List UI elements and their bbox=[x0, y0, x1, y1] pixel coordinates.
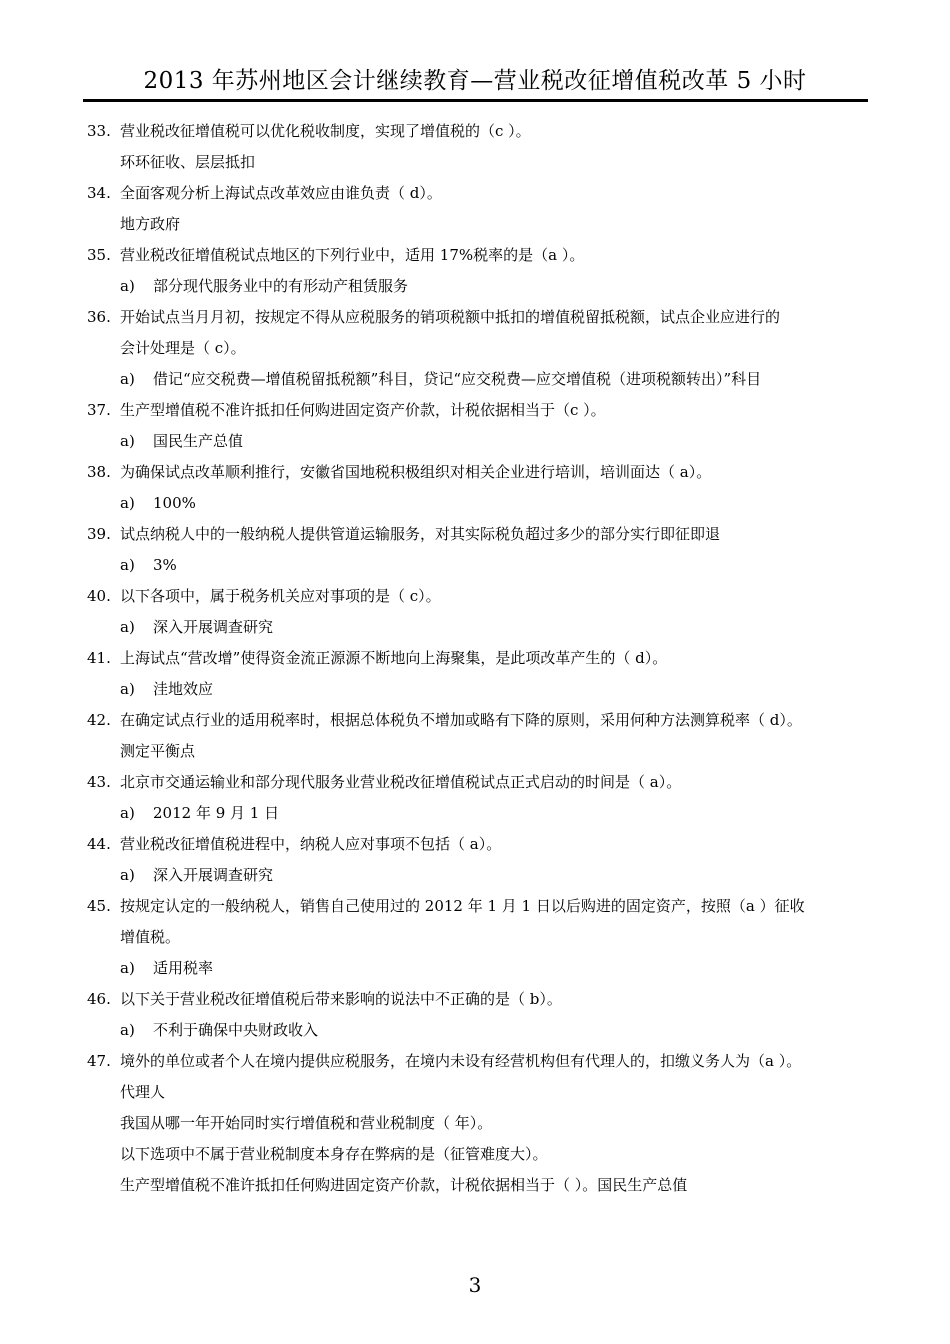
answer-marker: a) bbox=[120, 959, 135, 977]
answer-line bbox=[0, 1015, 950, 1046]
answer-marker: a) bbox=[120, 494, 135, 512]
line-text: 测定平衡点 bbox=[120, 742, 196, 760]
line-text: 代理人 bbox=[120, 1083, 166, 1101]
question-text: 营业税改征增值税可以优化税收制度，实现了增值税的（c ）。 bbox=[120, 122, 531, 140]
answer-text: 深入开展调查研究 bbox=[153, 618, 274, 636]
question-line bbox=[0, 829, 950, 860]
question-number: 42. bbox=[87, 711, 111, 729]
question-number: 41. bbox=[87, 649, 111, 667]
question-text: 以下各项中，属于税务机关应对事项的是（ c）。 bbox=[120, 587, 441, 605]
answer-line bbox=[0, 426, 950, 457]
question-text: 北京市交通运输业和部分现代服务业营业税改征增值税试点正式启动的时间是（ a）。 bbox=[120, 773, 682, 791]
answer-marker: a) bbox=[120, 370, 135, 388]
page-number: 3 bbox=[468, 1273, 482, 1297]
question-text: 生产型增值税不准许抵扣任何购进固定资产价款，计税依据相当于（c ）。 bbox=[120, 401, 606, 419]
answer-marker: a) bbox=[120, 277, 135, 295]
header-rule bbox=[83, 99, 868, 102]
answer-text: 3% bbox=[153, 556, 177, 574]
answer-text: 深入开展调查研究 bbox=[153, 866, 274, 884]
question-text: 按规定认定的一般纳税人，销售自己使用过的 2012 年 1 月 1 日以后购进的固定资产，按照（a ）征收 bbox=[120, 897, 805, 915]
question-line bbox=[0, 643, 950, 674]
question-text: 在确定试点行业的适用税率时，根据总体税负不增加或略有下降的原则，采用何种方法测算税率（ d）。 bbox=[120, 711, 802, 729]
answer-line bbox=[0, 953, 950, 984]
answer-line bbox=[0, 860, 950, 891]
line-text: 生产型增值税不准许抵扣任何购进固定资产价款，计税依据相当于（ ）。国民生产总值 bbox=[120, 1176, 688, 1194]
page-title: 2013 年苏州地区会计继续教育—营业税改征增值税改革 5 小时 bbox=[143, 68, 807, 94]
question-number: 47. bbox=[87, 1052, 111, 1070]
question-number: 37. bbox=[87, 401, 111, 419]
line-text: 以下选项中不属于营业税制度本身存在弊病的是（征管难度大）。 bbox=[120, 1145, 548, 1163]
answer-text: 适用税率 bbox=[153, 959, 214, 977]
line-text: 我国从哪一年开始同时实行增值税和营业税制度（ 年）。 bbox=[120, 1114, 493, 1132]
answer-text: 国民生产总值 bbox=[153, 432, 244, 450]
answer-text: 2012 年 9 月 1 日 bbox=[153, 804, 280, 822]
question-number: 35. bbox=[87, 246, 111, 264]
text-line bbox=[0, 1077, 950, 1108]
question-line bbox=[0, 395, 950, 426]
question-number: 45. bbox=[87, 897, 111, 915]
question-list bbox=[0, 116, 950, 1201]
answer-marker: a) bbox=[120, 680, 135, 698]
question-text: 营业税改征增值税试点地区的下列行业中，适用 17%税率的是（a ）。 bbox=[120, 246, 585, 264]
question-line bbox=[0, 984, 950, 1015]
question-line bbox=[0, 519, 950, 550]
question-number: 46. bbox=[87, 990, 111, 1008]
question-text: 试点纳税人中的一般纳税人提供管道运输服务，对其实际税负超过多少的部分实行即征即退 bbox=[120, 525, 721, 543]
line-text: 会计处理是（ c）。 bbox=[120, 339, 246, 357]
text-line bbox=[0, 1170, 950, 1201]
answer-line bbox=[0, 271, 950, 302]
text-line bbox=[0, 147, 950, 178]
question-line bbox=[0, 891, 950, 922]
line-text: 环环征收、层层抵扣 bbox=[120, 153, 256, 171]
text-line bbox=[0, 1108, 950, 1139]
answer-line bbox=[0, 488, 950, 519]
question-line bbox=[0, 302, 950, 333]
answer-line bbox=[0, 674, 950, 705]
answer-marker: a) bbox=[120, 556, 135, 574]
line-text: 增值税。 bbox=[120, 928, 181, 946]
text-line bbox=[0, 922, 950, 953]
answer-text: 不利于确保中央财政收入 bbox=[153, 1021, 319, 1039]
answer-line bbox=[0, 550, 950, 581]
question-line bbox=[0, 116, 950, 147]
question-text: 营业税改征增值税进程中，纳税人应对事项不包括（ a）。 bbox=[120, 835, 502, 853]
question-line bbox=[0, 457, 950, 488]
line-text: 地方政府 bbox=[120, 215, 181, 233]
question-line bbox=[0, 581, 950, 612]
question-number: 34. bbox=[87, 184, 111, 202]
question-number: 33. bbox=[87, 122, 111, 140]
answer-text: 借记“应交税费—增值税留抵税额”科目，贷记“应交税费—应交增值税（进项税额转出）”科目 bbox=[153, 370, 762, 388]
answer-line bbox=[0, 612, 950, 643]
question-text: 开始试点当月月初，按规定不得从应税服务的销项税额中抵扣的增值税留抵税额，试点企业应进行的 bbox=[120, 308, 781, 326]
question-line bbox=[0, 767, 950, 798]
question-number: 36. bbox=[87, 308, 111, 326]
question-number: 44. bbox=[87, 835, 111, 853]
answer-marker: a) bbox=[120, 432, 135, 450]
answer-marker: a) bbox=[120, 618, 135, 636]
question-text: 上海试点“营改增”使得资金流正源源不断地向上海聚集，是此项改革产生的（ d）。 bbox=[120, 649, 668, 667]
question-number: 39. bbox=[87, 525, 111, 543]
question-text: 全面客观分析上海试点改革效应由谁负责（ d）。 bbox=[120, 184, 442, 202]
question-number: 40. bbox=[87, 587, 111, 605]
text-line bbox=[0, 1139, 950, 1170]
answer-line bbox=[0, 364, 950, 395]
question-line bbox=[0, 178, 950, 209]
question-line bbox=[0, 240, 950, 271]
answer-marker: a) bbox=[120, 1021, 135, 1039]
question-line bbox=[0, 1046, 950, 1077]
text-line bbox=[0, 333, 950, 364]
question-number: 43. bbox=[87, 773, 111, 791]
answer-text: 100% bbox=[153, 494, 196, 512]
answer-text: 部分现代服务业中的有形动产租赁服务 bbox=[153, 277, 409, 295]
text-line bbox=[0, 736, 950, 767]
question-line bbox=[0, 705, 950, 736]
question-text: 境外的单位或者个人在境内提供应税服务，在境内未设有经营机构但有代理人的，扣缴义务人为（a ）。 bbox=[120, 1052, 802, 1070]
question-text: 为确保试点改革顺利推行，安徽省国地税积极组织对相关企业进行培训，培训面达（ a）。 bbox=[120, 463, 712, 481]
answer-marker: a) bbox=[120, 866, 135, 884]
answer-marker: a) bbox=[120, 804, 135, 822]
answer-text: 洼地效应 bbox=[153, 680, 214, 698]
question-text: 以下关于营业税改征增值税后带来影响的说法中不正确的是（ b）。 bbox=[120, 990, 562, 1008]
text-line bbox=[0, 209, 950, 240]
answer-line bbox=[0, 798, 950, 829]
question-number: 38. bbox=[87, 463, 111, 481]
